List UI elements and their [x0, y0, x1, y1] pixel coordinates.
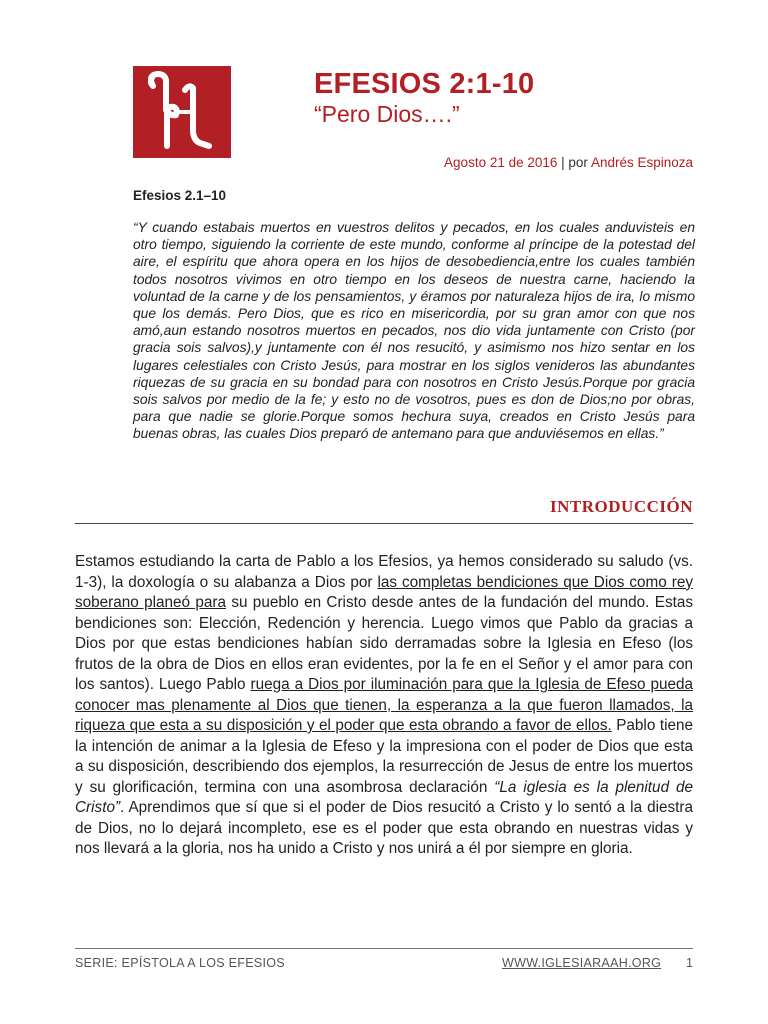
- scripture-reference: Efesios 2.1–10: [133, 188, 227, 203]
- byline: [444, 153, 693, 173]
- section-divider: [75, 523, 693, 524]
- church-logo-icon: [133, 66, 231, 158]
- scripture-quote: “Y cuando estabais muertos en vuestros delitos y pecados, en los cuales anduvisteis en otro tiempo, siguiendo la corriente de este mundo, conforme al príncipe de la potestad del aire, el espíritu que ahora opera en los hijos de desobediencia,entre los cuales también todos nosotros vivimos en otro tiempo en los deseos de nuestra carne, haciendo la voluntad de la carne y de los pensamientos, y éramos por naturaleza hijos de ira, lo mismo que los demás. Pero Dios, que es rico en misericordia, por su gran amor con que nos amó,aun estando nosotros muertos en pecados, nos dio vida juntamente con Cristo (por gracia sois salvos),y juntamente con él nos resucitó, y asimismo nos hizo sentar en los lugares celestiales con Cristo Jesús, para mostrar en los siglos venideros las abundantes riquezas de su gracia en su bondad para con nosotros en Cristo Jesús.Porque por gracia sois salvos por medio de la fe; y esto no de vosotros, pues es don de Dios;no por obras, para que nadie se glorie.Porque somos hechura suya, creados en Cristo Jesús para buenas obras, las cuales Dios preparó de antemano para que anduviésemos en ellas.”: [133, 220, 695, 442]
- publish-date: Agosto 21 de 2016: [444, 155, 558, 170]
- document-subtitle: “Pero Dios….”: [314, 101, 460, 127]
- logo-glyph: [133, 66, 231, 158]
- page-number: 1: [686, 956, 693, 970]
- intro-text-3: Pablo tiene la intención de animar a la Iglesia de Efeso y la impresiona con el poder de Dios que esta a su disposición, describiendo dos ejemplos, la resurrección de Jesus de entre los muertos y su glorificación, termina con una asombrosa declaración: [75, 717, 693, 796]
- footer-website-link[interactable]: WWW.IGLESIARAAH.ORG: [502, 956, 662, 970]
- intro-underlined-1: las completas bendiciones que Dios como rey soberano planeó para: [75, 573, 693, 611]
- intro-paragraph: [75, 552, 693, 860]
- section-heading: INTRODUCCIÓN: [550, 497, 693, 516]
- intro-text-4: . Aprendimos que sí que si el poder de Dios resucitó a Cristo y lo sentó a la diestra de Dios, no lo dejará incompleto, ese es el poder que esta obrando en nuestras vidas y nos llevará a la gloria, nos ha unido a Cristo y nos unirá a él por siempre en gloria.: [75, 799, 693, 857]
- intro-text-1: Estamos estudiando la carta de Pablo a los Efesios, ya hemos considerado su saludo (vs. 1-3), la doxología o su alabanza a Dios por: [75, 553, 693, 591]
- byline-separator: | por: [557, 155, 591, 170]
- document-title: EFESIOS 2:1-10: [314, 68, 535, 100]
- footer-divider: [75, 948, 693, 949]
- intro-underlined-2: ruega a Dios por iluminación para que la Iglesia de Efeso pueda conocer mas plenamente al Dios que tienen, la esperanza a la que fueron llamados, la riqueza que esta a su disposición y el poder que esta obrando a favor de ellos.: [75, 676, 693, 734]
- author-name: Andrés Espinoza: [590, 155, 693, 170]
- intro-emphasis: “La iglesia es la plenitud de Cristo”: [75, 778, 694, 816]
- footer-series: SERIE: EPÍSTOLA A LOS EFESIOS: [75, 956, 285, 970]
- intro-text-2: su pueblo en Cristo desde antes de la fundación del mundo. Estas bendiciones son: Elección, Redención y herencia. Luego vimos que Pablo da gracias a Dios por que estas bendiciones habían sido derramadas sobre la Iglesia en Efeso (los frutos de la obra de Dios en ellos eran evidentes, por la fe en el Señor y el amor para con los santos). Luego Pablo: [75, 594, 694, 693]
